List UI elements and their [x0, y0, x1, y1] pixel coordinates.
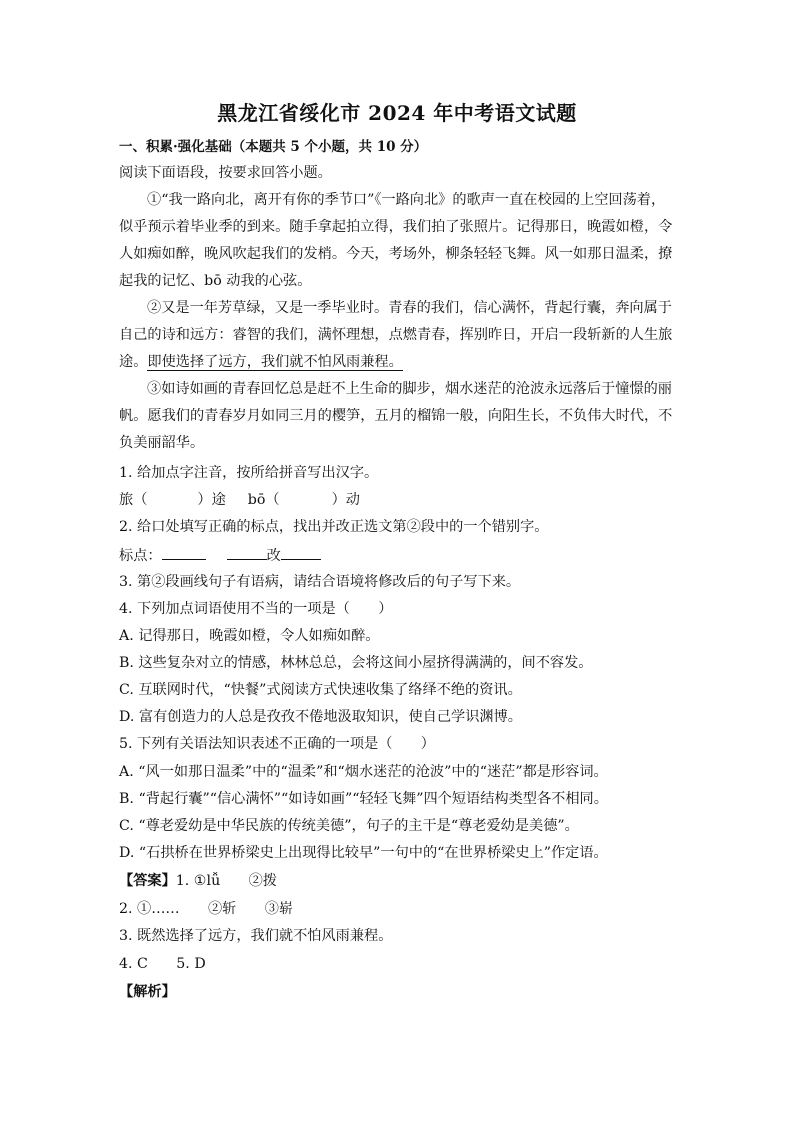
instruction-text: 阅读下面语段，按要求回答小题。 — [119, 165, 332, 181]
passage-p2-line2: 自己的诗和远方：睿智的我们，满怀理想，点燃青春，挥别昨日，开启一段斩新的人生旅 — [119, 327, 673, 343]
question-3: 3. 第②段画线句子有语病，请结合语境将修改后的句子写下来。 — [119, 574, 521, 590]
passage-p1-line3: 人如痴如醉，晚风吹起我们的发梢。今天，考场外，柳条轻轻飞舞。风一如那日温柔，撩 — [119, 246, 673, 262]
passage-p1-line4: 起我的记忆、bō 动我的心弦。 — [119, 273, 312, 289]
passage-p3-line2: 帆。愿我们的青春岁月如同三月的樱笋，五月的榴锦一般，向阳生长，不负伟大时代，不 — [119, 408, 673, 424]
answer-2: 2. ①…… ②斩 ③崭 — [119, 901, 294, 917]
q2-wrong-char-blank[interactable] — [227, 545, 267, 560]
question-5: 5. 下列有关语法知识表述不正确的一项是（ ） — [119, 736, 435, 752]
q4-option-b: B. 这些复杂对立的情感，林林总总，会将这间小屋挤得满满的，间不容发。 — [119, 655, 593, 671]
answer-label: 【答案】 — [119, 873, 176, 889]
q5-option-b: B. “背起行囊”“信心满怀”“如诗如画”“轻轻飞舞”四个短语结构类型各不相同。 — [119, 791, 608, 807]
passage-p3-line3: 负美丽韶华。 — [119, 435, 205, 451]
passage-p2-line1: ②又是一年芳草绿，又是一季毕业时。青春的我们，信心满怀，背起行囊，奔向属于 — [147, 300, 672, 316]
passage-p3-line1: ③如诗如画的青春回忆总是赶不上生命的脚步，烟水迷茫的沧波永远落后于憧憬的丽 — [147, 381, 672, 397]
q1-blank-a-open: 旅（ — [119, 492, 148, 508]
analysis-label: 【解析】 — [119, 984, 176, 1000]
passage-p2-line3 — [119, 352, 679, 372]
question-1-blanks — [119, 490, 679, 510]
q5-option-d: D. “石拱桥在世界桥梁史上出现得比较早”一句中的“在世界桥梁史上”作定语。 — [119, 845, 608, 861]
q1-blank-b-close: ）动 — [331, 492, 360, 508]
passage-p2-prefix: 途。 — [119, 354, 148, 370]
answer-1-text: 1. ①lǚ ②拨 — [175, 873, 277, 889]
underlined-sentence: 即使选择了远方，我们就不怕风雨兼程。 — [147, 354, 403, 370]
q4-option-c: C. 互联网时代，“快餐”式阅读方式快速收集了络绎不绝的资讯。 — [119, 682, 522, 698]
answer-4-5: 4. C 5. D — [119, 956, 206, 972]
q5-option-c: C. “尊老爱幼是中华民族的传统美德”，句子的主干是“尊老爱幼是美德”。 — [119, 818, 579, 834]
q2-punctuation-blank[interactable] — [162, 545, 206, 560]
q4-option-a: A. 记得那日，晚霞如橙，令人如痴如醉。 — [119, 628, 380, 644]
page-title: 黑龙江省绥化市 2024 年中考语文试题 — [217, 101, 577, 125]
q4-option-d: D. 富有创造力的人总是孜孜不倦地汲取知识，使自己学识渊博。 — [119, 709, 522, 725]
passage-p1-line1: ①“我一路向北，离开有你的季节口”《一路向北》的歌声一直在校园的上空回荡着， — [147, 192, 666, 208]
question-2: 2. 给口处填写正确的标点，找出并改正选文第②段中的一个错别字。 — [119, 519, 549, 535]
question-4: 4. 下列加点词语使用不当的一项是（ ） — [119, 601, 393, 617]
answer-1 — [119, 871, 679, 891]
question-2-blanks — [119, 545, 679, 566]
question-1: 1. 给加点字注音，按所给拼音写出汉字。 — [119, 465, 379, 481]
passage-p1-line2: 似乎预示着毕业季的到来。随手拿起拍立得，我们拍了张照片。记得那日，晚霞如橙，令 — [119, 219, 673, 235]
q1-blank-b-open: bō（ — [247, 492, 280, 508]
q5-option-a: A. “风一如那日温柔”中的“温柔”和“烟水迷茫的沧波”中的“迷茫”都是形容词。 — [119, 764, 608, 780]
q2-punctuation-label: 标点： — [119, 548, 162, 564]
answer-3: 3. 既然选择了远方，我们就不怕风雨兼程。 — [119, 928, 393, 944]
q2-correct-char-blank[interactable] — [281, 545, 321, 560]
q1-blank-a-close: ）途 — [197, 492, 226, 508]
q2-gai-label: 改 — [266, 548, 281, 564]
section-heading: 一、积累·强化基础（本题共 5 个小题，共 10 分） — [119, 139, 428, 155]
